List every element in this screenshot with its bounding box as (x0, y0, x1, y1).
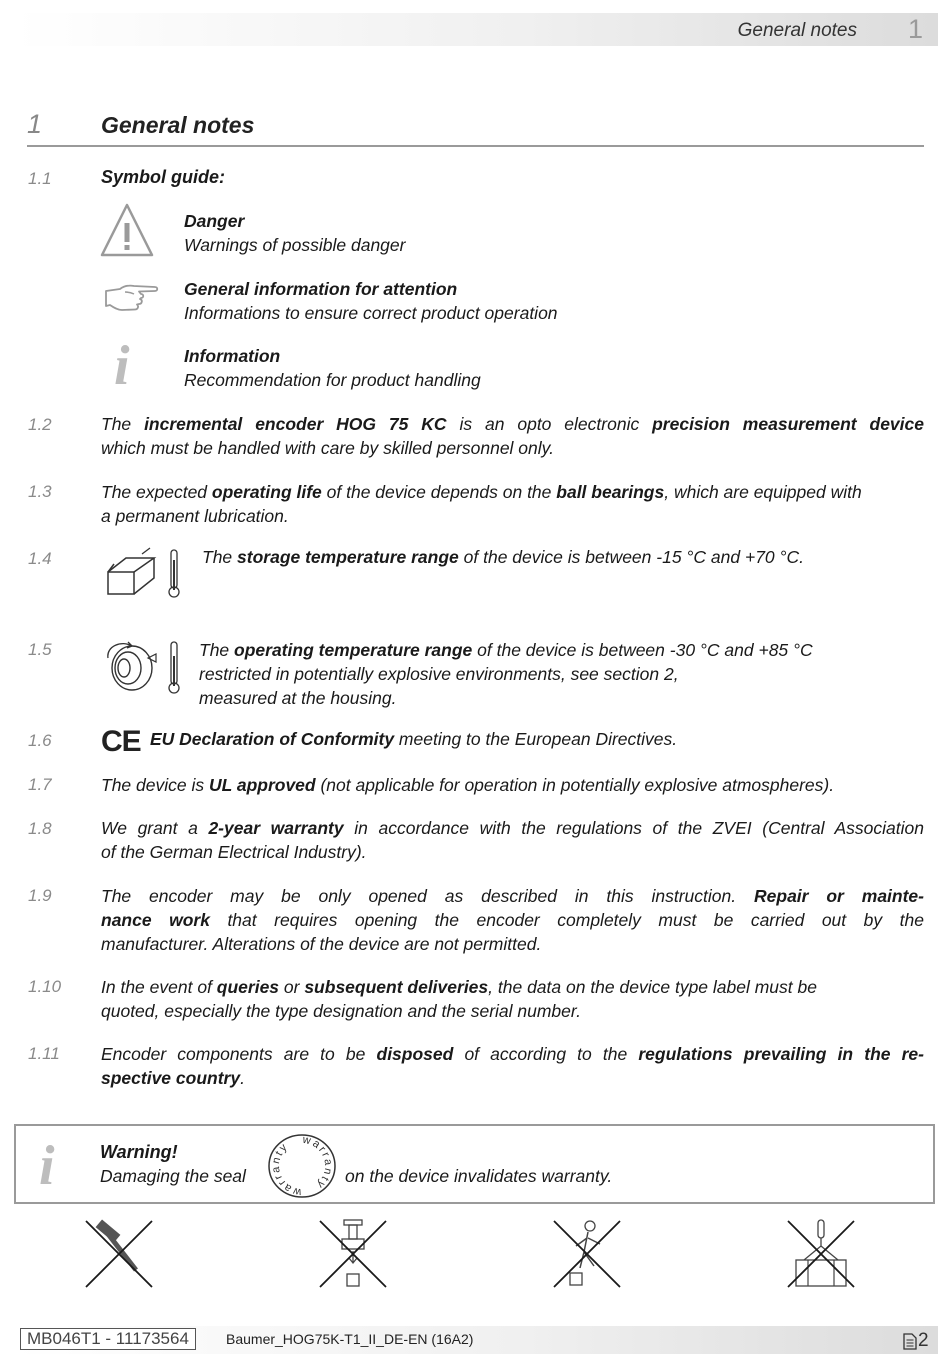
item-number: 1.9 (28, 886, 52, 905)
symbol-desc: Informations to ensure correct product operation (184, 303, 558, 323)
item-number: 1.6 (28, 731, 52, 750)
paragraph-1-3: The expected operating life of the device depends on the ball bearings, which are equipped with a permanent lubrication. (101, 482, 862, 526)
no-press-icon (316, 1218, 390, 1295)
item-number: 1.11 (28, 1044, 60, 1063)
paragraph-1-10: In the event of queries or subsequent deliveries, the data on the device type label must be quoted, especially the type designation and the serial number. (101, 977, 817, 1021)
item-number: 1.10 (28, 977, 62, 996)
storage-box-thermometer-icon (104, 546, 184, 605)
paragraph-1-4: The storage temperature range of the device is between -15 °C and +70 °C. (202, 547, 805, 567)
warranty-seal-icon (266, 1133, 338, 1204)
item-number: 1.8 (28, 819, 52, 838)
warning-title: Warning! (100, 1142, 178, 1162)
info-icon: i (39, 1135, 55, 1197)
ce-mark-icon: CE (101, 725, 141, 758)
paragraph-1-2: The incremental encoder HOG 75 KC is an opto electronic precision measurement device which must be handled with care by skilled personnel only. (101, 414, 924, 458)
page-icon (903, 1333, 917, 1355)
warning-box (14, 1124, 935, 1204)
warning-text: Damaging the seal (100, 1166, 246, 1186)
item-number: 1.4 (28, 549, 52, 568)
symbol-desc: Recommendation for product handling (184, 370, 481, 390)
item-number: 1.7 (28, 775, 52, 794)
no-lifting-icon (784, 1218, 858, 1295)
paragraph-1-7: The device is UL approved (not applicable for operation in potentially explosive atmospheres). (101, 775, 835, 795)
warning-text: on the device invalidates warranty. (345, 1166, 613, 1186)
symbol-desc: Warnings of possible danger (184, 235, 406, 255)
svg-text:warranty: warranty (269, 1140, 303, 1199)
symbol-guide-title: Symbol guide: (101, 167, 226, 187)
svg-text:warranty: warranty (301, 1133, 335, 1192)
info-icon: i (114, 335, 130, 397)
pointing-hand-icon (103, 282, 159, 317)
symbol-title: Information (184, 346, 281, 366)
no-hammer-icon (82, 1218, 156, 1295)
paragraph-1-9: The encoder may be only opened as described in this instruction. Repair or mainte- nance work that requires opening the encoder completely must be carried out by the manufacturer. Alterations of the device are not permitted. (101, 886, 924, 954)
symbol-title: General information for attention (184, 279, 458, 299)
footer-file-name: Baumer_HOG75K-T1_II_DE-EN (16A2) (226, 1331, 474, 1347)
item-number: 1.3 (28, 482, 52, 501)
item-number: 1.1 (28, 169, 52, 188)
footer-document-number: MB046T1 - 11173564 (20, 1328, 196, 1350)
section-divider (27, 145, 924, 147)
no-stepping-icon (550, 1218, 624, 1295)
item-number: 1.2 (28, 415, 52, 434)
symbol-title: Danger (184, 211, 245, 231)
paragraph-1-6: EU Declaration of Conformity meeting to the European Directives. (150, 729, 678, 749)
paragraph-1-8: We grant a 2-year warranty in accordance with the regulations of the ZVEI (Central Association of the German Electrical Industry). (101, 818, 924, 862)
item-number: 1.5 (28, 640, 52, 659)
rotating-shaft-thermometer-icon (104, 638, 184, 703)
header-title: General notes (737, 20, 857, 41)
paragraph-1-11: Encoder components are to be disposed of according to the regulations prevailing in the re- spective country. (101, 1044, 924, 1088)
section-title: General notes (101, 112, 255, 138)
section-number: 1 (27, 109, 43, 139)
page-number: 2 (918, 1330, 929, 1351)
header-chapter-number: 1 (907, 14, 923, 44)
paragraph-1-5: The operating temperature range of the device is between -30 °C and +85 °C restricted in potentially explosive environments, see section 2, measured at the housing. (199, 640, 813, 708)
danger-triangle-icon (99, 202, 155, 263)
